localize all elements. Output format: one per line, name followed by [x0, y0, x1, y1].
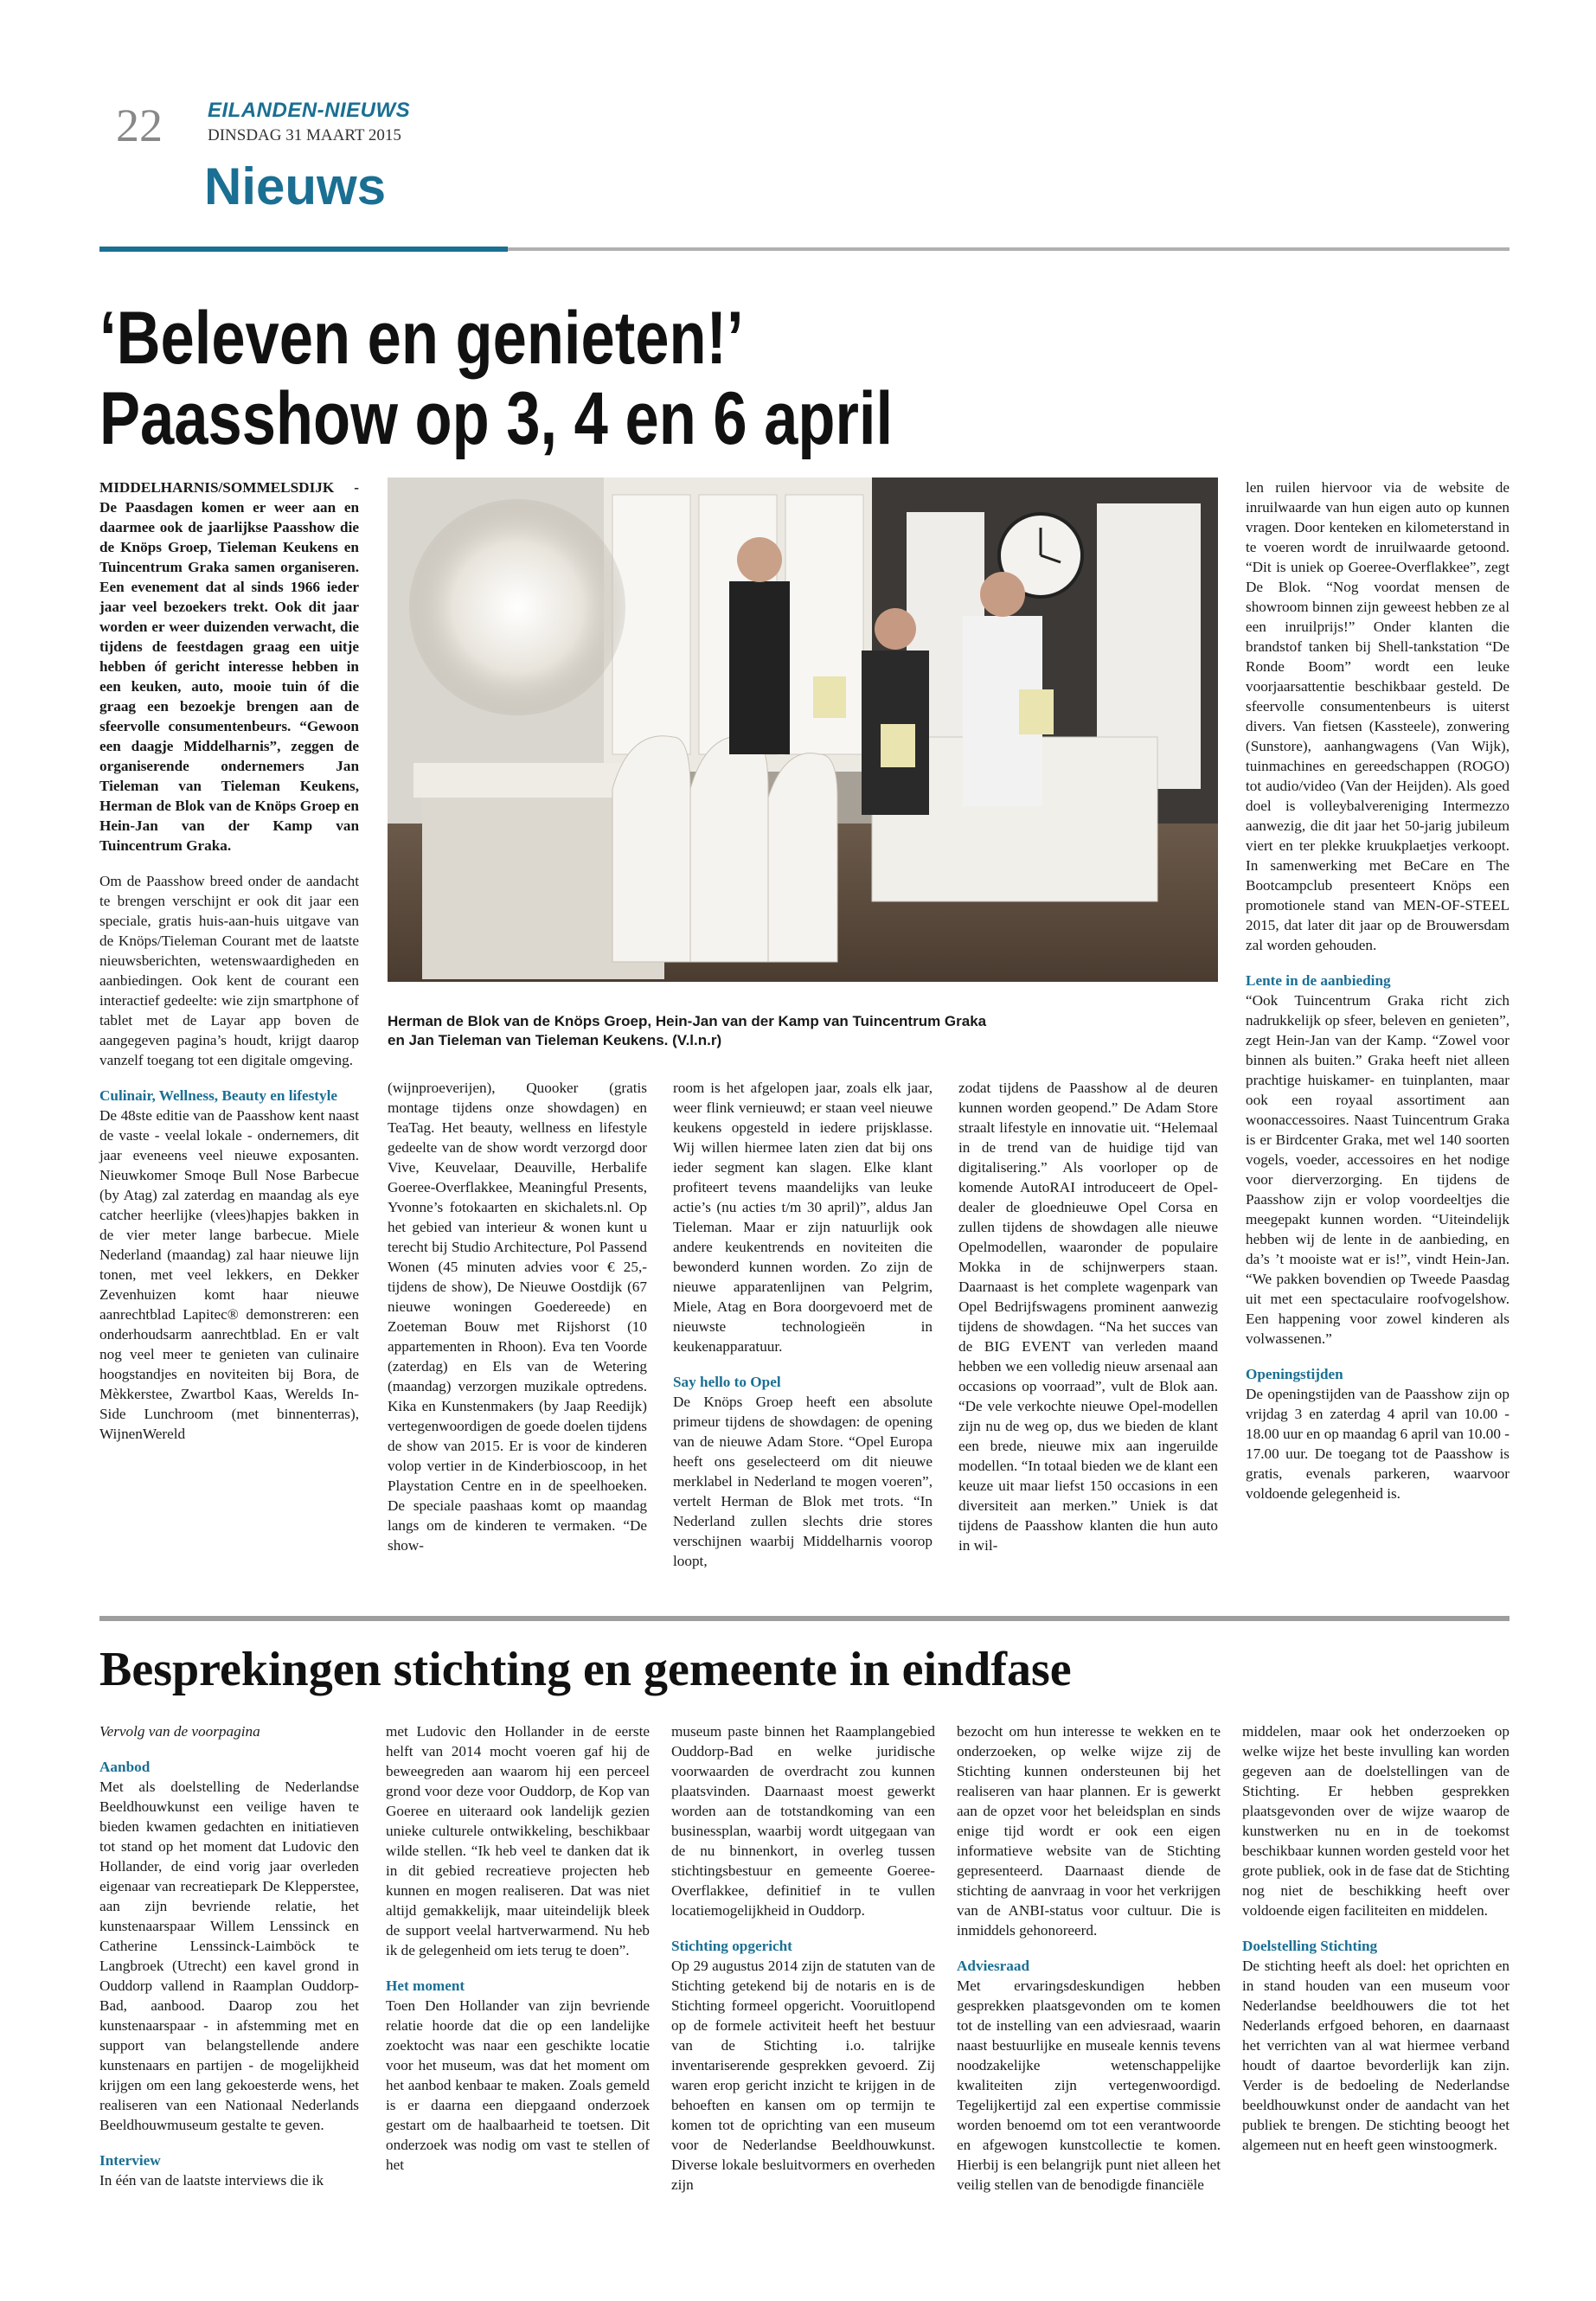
issue-date: DINSDAG 31 MAART 2015: [208, 126, 401, 144]
subheading: Adviesraad: [957, 1958, 1030, 1974]
subheading: Say hello to Opel: [673, 1374, 781, 1390]
paragraph: “Ook Tuincentrum Graka richt zich nadrukkelijk op sfeer, beleven en genieten”, zegt Hein-Jan van der Kamp. “Zowel voor binnen als buiten.” Graka heeft niet alleen prachtige huiskamer- en tuinplanten, maar ook een royaal assortiment aan woonaccessoires. Naast Tuincentrum Graka is er Birdcenter Graka, met wel 140 soorten vogels, voeder, accessoires en het nodige voor dierverzorging. En tijdens de Paasshow zijn er volop voordeeltjes die meegepakt kunnen worden. “Uiteindelijk hebben wij de lente in de aanbieding, en da’s ’t mooiste wat er is!”, vindt Hein-Jan. “We pakken bovendien op Tweede Paasdag uit met een spectaculaire roofvogelshow. Een happening voor zowel kinderen als volwassenen.”: [1246, 992, 1509, 1347]
paragraph: MIDDELHARNIS/SOMMELSDIJK - De Paasdagen komen er weer aan en daarmee ook de jaarlijkse Paasshow die de Knöps Groep, Tieleman Keukens en Tuincentrum Graka samen organiseren. Een evenement dat al sinds 1966 ieder jaar veel bezoekers trekt. Ook dit jaar worden er weer duizenden verwacht, die tijdens de feestdagen graag een uitje hebben óf gericht interesse hebben in een keuken, auto, mooie tuin óf die graag een bezoekje brengen aan de sfeervolle consumentenbeurs. “Gewoon een daagje Middelharnis”, zeggen de organiserende ondernemers Jan Tieleman van Tieleman Keukens, Herman de Blok van de Knöps Groep en Hein-Jan van der Kamp van Tuincentrum Graka.: [99, 479, 359, 854]
paragraph: De 48ste editie van de Paasshow kent naast de vaste - veelal lokale - ondernemers, dit jaar eveneens veel nieuwe exposanten. Nieuwkomer Smoqe Bull Nose Barbecue (by Atag) zal zaterdag en maandag als eye catcher heerlijke (vlees)hapjes bakken in de vier meter lange barbecue. Miele Nederland (maandag) zal haar nieuwe lijn tonen, met veel lekkers, en Dekker Zevenhuizen komt haar nieuwe aanrechtblad Lapitec® demonstreren: een onderhoudsarm aanrechtblad. En er valt nog veel meer te genieten van culinaire hoogstandjes en noviteiten bij Bora, de Mèkkerstee, Zwartbol Kaas, Werelds In-Side Lunchroom (met binnenterras), WijnenWereld: [99, 1107, 359, 1442]
paragraph: room is het afgelopen jaar, zoals elk jaar, weer flink vernieuwd; er staan veel nieuwe keukens opgesteld in iedere prijsklasse. Wij willen hiermee laten zien dat bij ons ieder segment kan slagen. Elke klant profiteert tevens maandelijks van leuke actie’s (nu acties t/m 30 april)”, aldus Jan Tieleman. Maar er zijn natuurlijk ook andere keukentrends en noviteiten die bewonderd kunnen worden. Zo zijn de nieuwe apparatenlijnen van Pelgrim, Miele, Atag en Bora doorgevoerd met de nieuwste technologieën in keukenapparatuur.: [673, 1080, 933, 1355]
paragraph: Met als doelstelling de Nederlandse Beeldhouwkunst een veilige haven te bieden kwamen gedachten en initiatieven tot stand op het moment dat Ludovic den Hollander, de eind vorig jaar overleden eigenaar van recreatiepark De Klepperstee, aan zijn bevriende relatie, het kunstenaarspaar Willem Lenssinck en Catherine Lenssinck-Laimböck te Langbroek (Utrecht) een kavel grond in Ouddorp vallend in Raamplan Ouddorp-Bad, aanbood. Daarop zou het kunstenaarspaar - in afstemming met en support van belangstellende andere kunstenaars en partijen - de mogelijkheid krijgen om een lang gekoesterde wens, het realiseren van een Nationaal Nederlands Beeldhouwmuseum gestalte te geven.: [99, 1779, 359, 2133]
paragraph: (wijnproeverijen), Quooker (gratis montage tijdens onze showdagen) en TeaTag. Het beauty, wellness en lifestyle gedeelte van de show wordt verzorgd door Vive, Keuvelaar, Deauville, Herbalife Goeree-Overflakkee, Meaningful Presents, Yvonne’s fotokaarten en skichalets.nl. Op het gebied van interieur & wonen kunt u terecht bij Studio Architecture, Pol Passend Wonen (45 minuten advies voor € 25,- tijdens de show), De Nieuwe Oostdijk (67 nieuwe woningen Goedereede) en Zoeteman Bouw met Rijshorst (10 appartementen in Rhoon). Eva ten Voorde (zaterdag) en Els van de Wetering (maandag) verzorgen muzikale optredens. Kika en Kunstenmakers (by Jaap Reedijk) vertegenwoordigen de goede doelen tijdens de show van 2015. Er is voor de kinderen volop vertier in de Kinderbioscoop, in het Playstation Centre en in de speelhoeken. De speciale paashaas komt op maandag langs om de kinderen te vermaken. “De show-: [388, 1080, 647, 1554]
photo-illustration: [388, 478, 1218, 982]
paragraph: De Knöps Groep heeft een absolute primeur tijdens de showdagen: de opening van de nieuwe Adam Store. “Opel Europa heeft ons geselecteerd om dit nieuwe merklabel in Nederland te mogen voeren”, vertelt Herman de Blok met trots. “In Nederland zullen slechts drie stores verschijnen waarbij Middelharnis voorop loopt,: [673, 1394, 933, 1569]
paragraph: Op 29 augustus 2014 zijn de statuten van de Stichting getekend bij de notaris en is de Stichting formeel opgericht. Vooruitlopend op de formele activiteit heeft het bestuur van de Stichting i.o. talrijke inventariserende gesprekken gevoerd. Zij waren erop gericht inzicht te krijgen in de behoeften en kansen om op termijn te komen tot de oprichting van een museum voor de Nederlandse Beeldhouwkunst. Diverse lokale besluitvormers en overheden zijn: [671, 1958, 935, 2193]
paragraph: zodat tijdens de Paasshow al de deuren kunnen worden geopend.” De Adam Store straalt lifestyle en innovatie uit. “Helemaal in de trend van de huidige tijd van digitalisering.” Als voorloper op de komende AutoRAI introduceert de Opel-dealer de gloednieuwe Opel Corsa en zullen tijdens de showdagen alle nieuwe Opelmodellen, waaronder de populaire Mokka in de schijnwerpers staan. Daarnaast is het complete wagenpark van Opel Bedrijfswagens prominent aanwezig tijdens de showdagen. “Na het succes van de BIG EVENT van verleden maand hebben we een volledig nieuw arsenaal aan occasions op voorraad”, vult de Blok aan. “De vele verkochte nieuwe Opel-modellen zijn nu de weg op, dus we bieden de klant een brede, nieuwe mix aan ingeruilde modellen. “In totaal bieden we de klant een keuze uit maar liefst 150 occasions in een diversiteit aan merken.” Uniek is dat tijdens de Paasshow klanten die hun auto in wil-: [958, 1080, 1218, 1554]
article2-column-3: [671, 1721, 935, 2195]
article-column-2: [388, 1078, 647, 1555]
subheading: Stichting opgericht: [671, 1938, 792, 1954]
subheading: Aanbod: [99, 1759, 151, 1775]
subheading: Culinair, Wellness, Beauty en lifestyle: [99, 1087, 338, 1104]
section-rule-accent: [99, 247, 508, 252]
subheading: Doelstelling Stichting: [1242, 1938, 1378, 1954]
article-column-4: [958, 1078, 1218, 1555]
article2-column-4: [957, 1721, 1221, 2195]
photo-caption: Herman de Blok van de Knöps Groep, Hein-Jan van der Kamp van Tuincentrum Graka en Jan Tieleman van Tieleman Keukens. (V.l.n.r): [388, 1013, 987, 1048]
subheading: Openingstijden: [1246, 1366, 1343, 1382]
paragraph: De stichting heeft als doel: het oprichten en in stand houden van een museum voor Nederlandse beeldhouwers die tot het Nederlands erfgoed behoren, en daarnaast het verrichten van al wat hiermee verband houdt of daartoe bevorderlijk kan zijn. Verder is de bedoeling de Nederlandse beeldhouwkunst onder de aandacht van het publiek te brengen. De stichting beoogt het algemeen nut en heeft geen winstoogmerk.: [1242, 1958, 1509, 2153]
article-column-5: [1246, 478, 1509, 1503]
paragraph: De openingstijden van de Paasshow zijn op vrijdag 3 en zaterdag 4 april van 10.00 - 18.00 uur en op maandag 6 april van 10.00 - 17.00 uur. De toegang tot de Paasshow is gratis, evenals parkeren, waarvoor voldoende gelegenheid is.: [1246, 1386, 1510, 1502]
headline-line-1: ‘Beleven en genieten!’: [99, 297, 744, 380]
article2-column-5: [1242, 1721, 1509, 2155]
headline-line-2: Paasshow op 3, 4 en 6 april: [99, 376, 894, 460]
paragraph: museum paste binnen het Raamplangebied Ouddorp-Bad en welke juridische voorwaarden de overdracht zou kunnen plaatsvinden. Daarnaast moest gewerkt worden aan de totstandkoming van een businessplan, waarbij wordt uitgegaan van de nu binnenkort, in overleg tussen stichtingsbestuur en gemeente Goeree-Overflakkee, definitief in te vullen locatiemogelijkheid in Ouddorp.: [671, 1723, 935, 1919]
subheading: Lente in de aanbieding: [1246, 972, 1391, 989]
section-title: Nieuws: [204, 157, 387, 215]
paragraph: Met ervaringsdeskundigen hebben gesprekken plaatsgevonden om te komen tot de instelling van een adviesraad, waarin naast bestuurlijke en museale kennis tevens noodzakelijke wetenschappelijke kwaliteiten zijn vertegenwoordigd. Tegelijkertijd zal een expertise commissie worden benoemd om tot een verantwoorde en afgewogen kunstcollectie te komen. Hierbij is een belangrijk punt niet alleen het veilig stellen van de benodigde financiële: [957, 1977, 1221, 2193]
paragraph: middelen, maar ook het onderzoeken op welke wijze het beste invulling kan worden gegeven aan de doelstellingen van de Stichting. Er hebben gesprekken plaatsgevonden over de wijze waarop de kunstwerken nu en in de toekomst beschikbaar kunnen worden gesteld voor het grote publiek, ook in de fase dat de Stichting nog niet de beschikking heeft over voldoende eigen faciliteiten en middelen.: [1242, 1723, 1509, 1919]
article-photo: [388, 478, 1218, 982]
paragraph: Om de Paasshow breed onder de aandacht te brengen verschijnt er ook dit jaar een speciale, gratis huis-aan-huis uitgave van de Knöps/Tieleman Courant met de laatste nieuwsberichten, wetenswaardigheden en aanbiedingen. Ook kent de courant een interactief gedeelte: wie zijn smartphone of tablet met de Layar app boven de aangegeven pagina’s houdt, krijgt daarop vanzelf toegang tot een digitale omgeving.: [99, 873, 359, 1068]
subheading: Interview: [99, 2152, 161, 2169]
article-column-1: [99, 478, 359, 1444]
article-column-3: [673, 1078, 933, 1571]
paragraph: len ruilen hiervoor via de website de inruilwaarde van hun eigen auto op kunnen vragen. Door kenteken en kilometerstand in te voeren wordt de inruilwaarde getoond. “Dit is uniek op Goeree-Overflakkee”, zegt De Blok. “Nog voordat mensen de showroom binnen zijn geweest hebben ze al een inruilprijs!” Onder klanten die brandstof tanken bij Shell-tankstation “De Ronde Boom” wordt een leuke voorjaarsattentie beschikbaar gesteld. De sfeervolle consumentenbeurs is uiterst divers. Van fietsen (Kassteele), zonwering (Sunstore), aanhangwagens (Van Wijk), tuinmachines en gereedschappen (ROGO) tot audio/video (Van der Heijden). Als goed doel is volleybalvereniging Intermezzo aanwezig, die dit jaar het 50-jarig jubileum viert en ter plekke kruukplaetjes verkoopt. In samenwerking met BeCare en The Bootcampclub presenteert Knöps een promotionele stand van MEN-OF-STEEL 2015, dat later dit jaar op de Brouwersdam zal worden gehouden.: [1246, 479, 1509, 953]
section-rule: [508, 247, 1509, 251]
paragraph: met Ludovic den Hollander in de eerste helft van 2014 mocht voeren gaf hij de beweegreden aan waarom hij een perceel grond voor deze voor Ouddorp, de Kop van Goeree en uiteraard ook landelijk gezien unieke culturele ontwikkeling, beschikbaar wilde stellen. “Ik heb veel te danken dat ik in dit gebied recreatieve projecten heb kunnen en mogen realiseren. Dat was niet altijd gemakkelijk, maar uiteindelijk bleek de support veelal hartverwarmend. Nu heb ik de gelegenheid om iets terug te doen”.: [386, 1723, 650, 1958]
article-divider: [99, 1616, 1509, 1621]
article2-headline: Besprekingen stichting en gemeente in eindfase: [99, 1643, 1072, 1696]
paragraph: Toen Den Hollander van zijn bevriende relatie hoorde dat die op een landelijke zoektocht was naar een geschikte locatie voor het museum, was dat het moment om het aanbod kenbaar te maken. Zoals gemeld is er daarna een diepgaand onderzoek gestart om de haalbaarheid te toetsen. Dit onderzoek was nodig om vast te stellen of het: [386, 1997, 650, 2173]
article-headline: [99, 298, 1234, 459]
paragraph: Vervolg van de voorpagina: [99, 1723, 260, 1740]
subheading: Het moment: [386, 1977, 465, 1994]
article2-column-1: [99, 1721, 359, 2190]
page-number: 22: [116, 99, 163, 151]
article2-column-2: [386, 1721, 650, 2175]
newspaper-name: EILANDEN-NIEUWS: [208, 99, 411, 122]
paragraph: bezocht om hun interesse te wekken en te onderzoeken, op welke wijze zij de Stichting kunnen ondersteunen bij het realiseren van haar plannen. Er is gewerkt aan de opzet voor het beleidsplan en sinds enige tijd wordt er ook een eigen informatieve website van de Stichting gepresenteerd. Daarnaast diende de stichting de aanvraag in voor het verkrijgen van de ANBI-status voor cultuur. Die is inmiddels gehonoreerd.: [957, 1723, 1221, 1939]
paragraph: In één van de laatste interviews die ik: [99, 2172, 324, 2189]
